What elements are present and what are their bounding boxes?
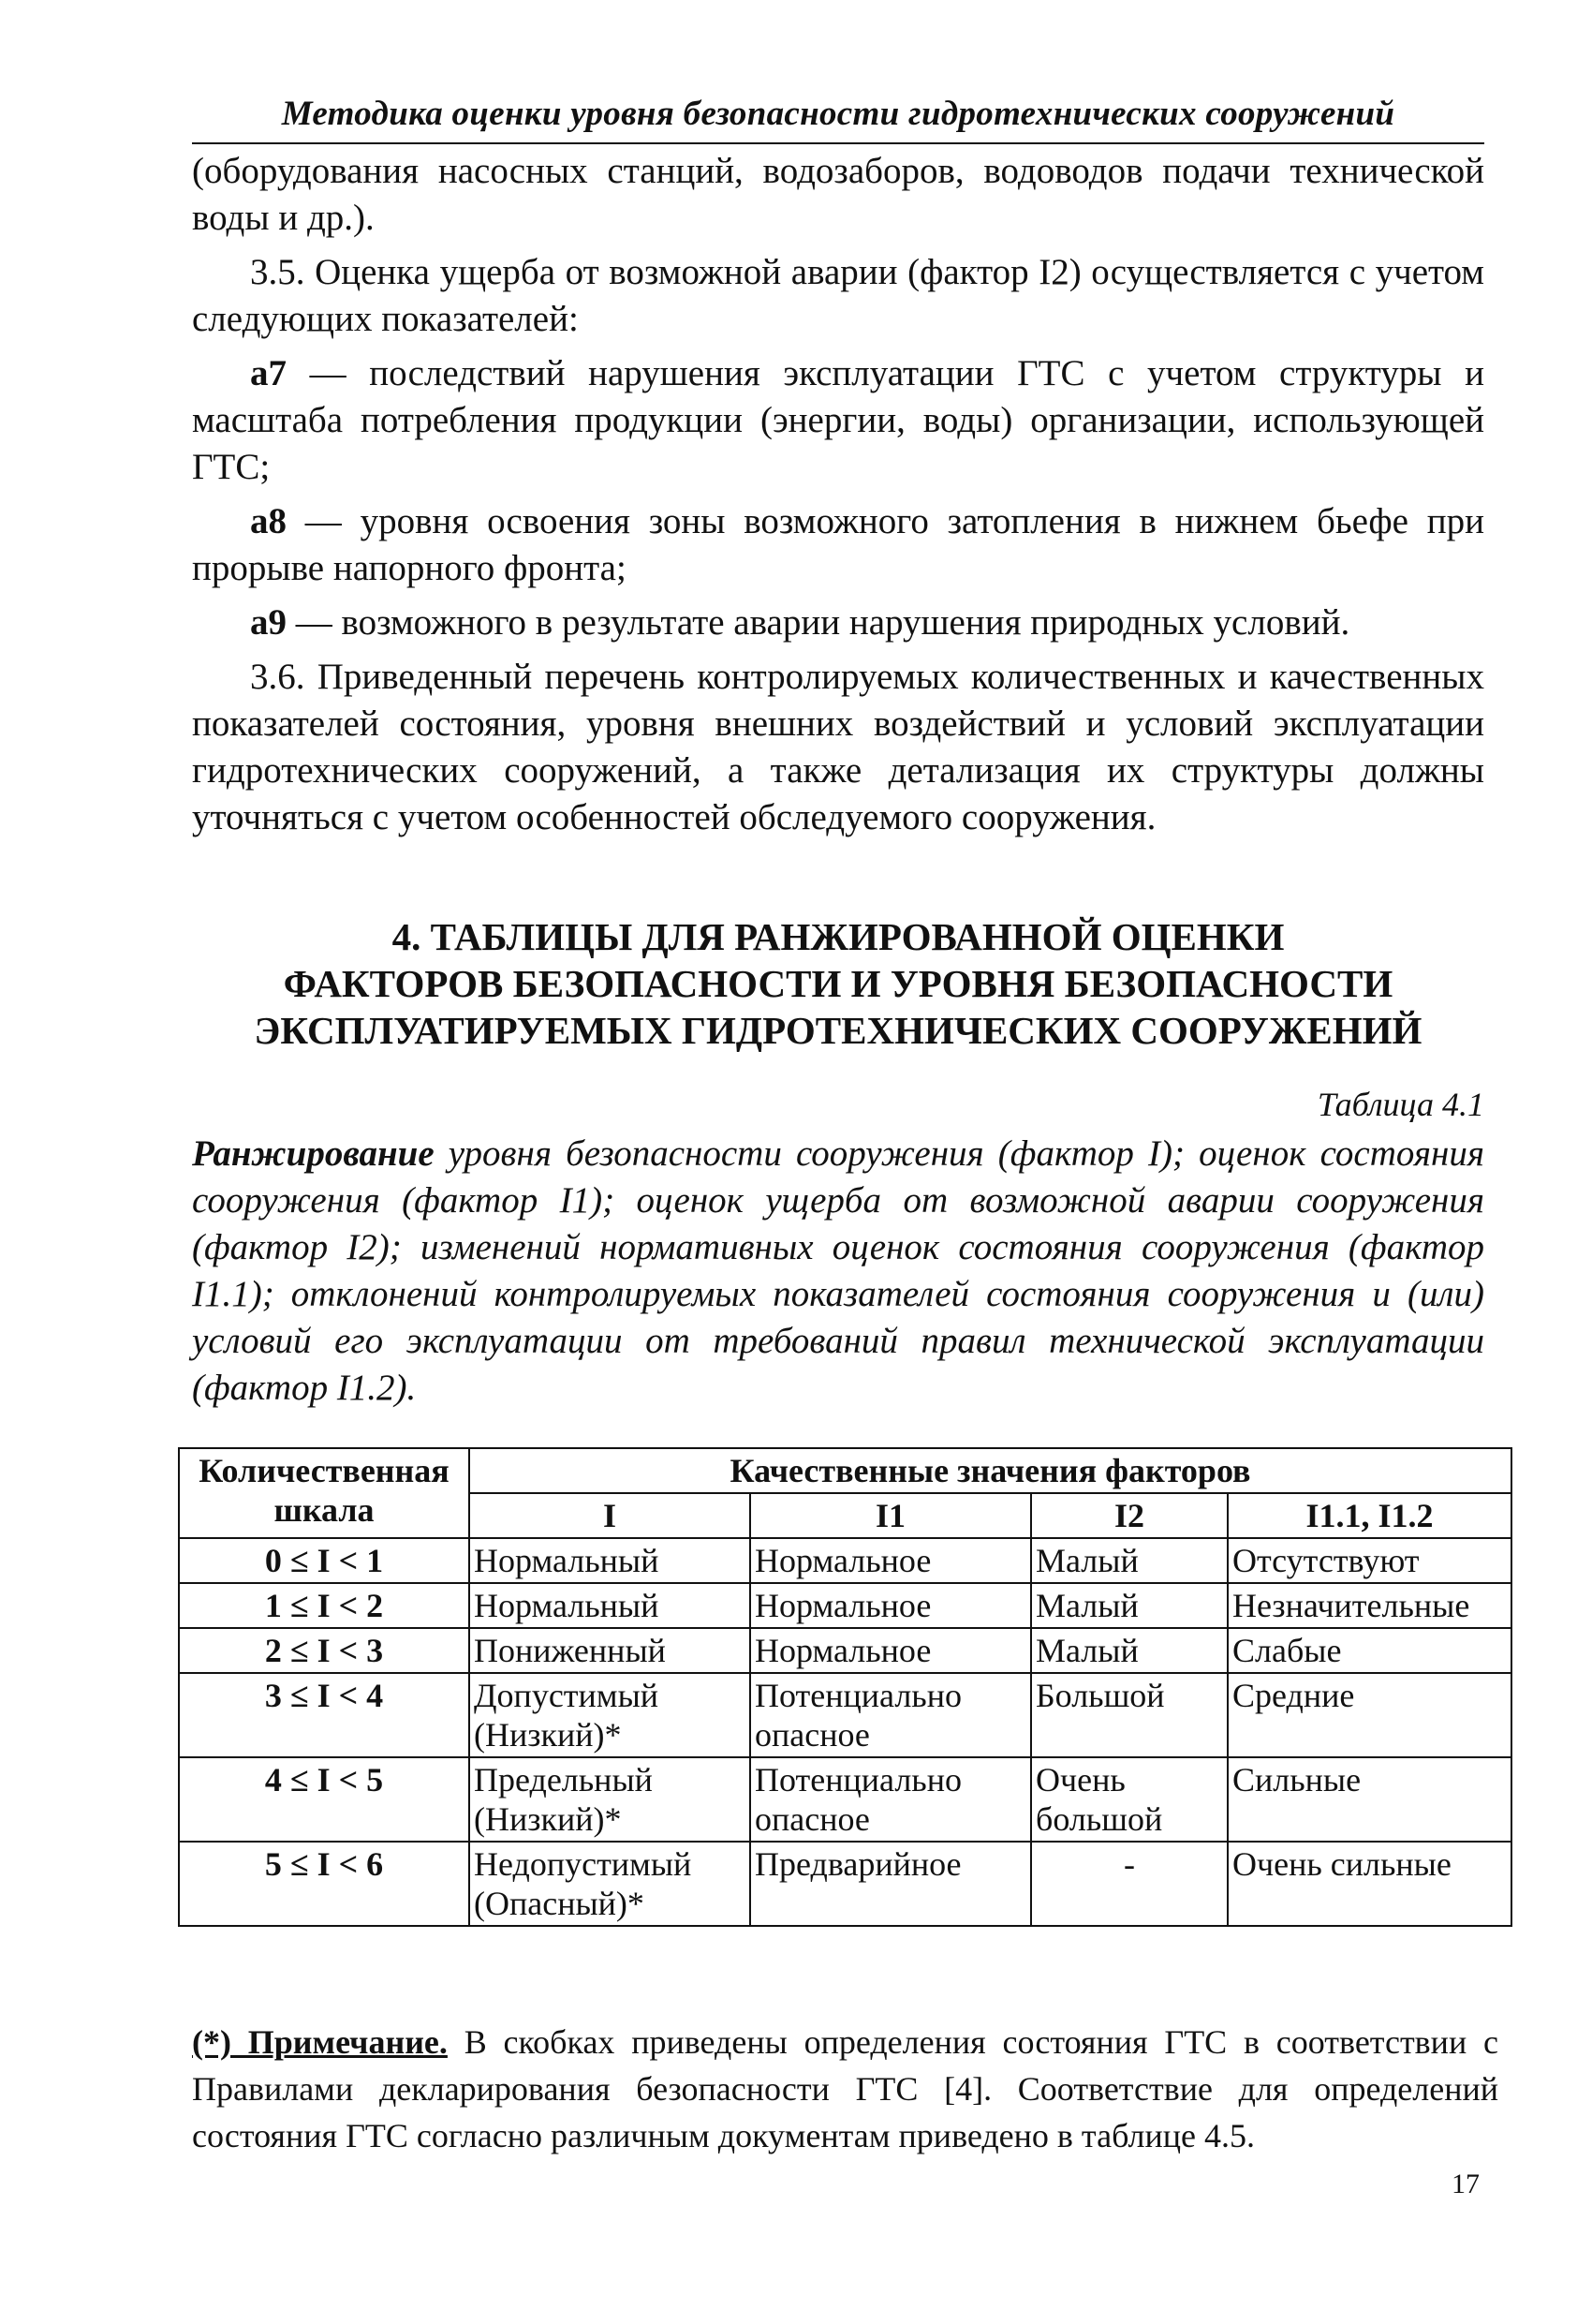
- cell-scale: 4 ≤ I < 5: [179, 1757, 469, 1842]
- footnote-text: В скобках приведены определения состояния ГТС в соответствии с Правилами декларирования безопасности ГТС [4]. Соответствие для определений состояния ГТС согласно различным документам приведено в таблице 4.5.: [192, 2023, 1498, 2154]
- cell-i11: Средние: [1228, 1673, 1511, 1757]
- cell-i2: Малый: [1031, 1583, 1228, 1628]
- paragraph-a9: [192, 600, 1484, 646]
- cell-i11: Незначительные: [1228, 1583, 1511, 1628]
- section-heading: [192, 913, 1484, 1054]
- table-row: [179, 1757, 1511, 1842]
- cell-i11: Очень сильные: [1228, 1842, 1511, 1926]
- section-heading-line-3: ЭКСПЛУАТИРУЕМЫХ ГИДРОТЕХНИЧЕСКИХ СООРУЖЕНИЙ: [254, 1009, 1422, 1052]
- cell-i1: Нормальное: [750, 1538, 1031, 1583]
- cell-i: Недопустимый (Опасный)*: [469, 1842, 750, 1926]
- cell-i: Нормальный: [469, 1583, 750, 1628]
- table-body: [179, 1538, 1511, 1926]
- cell-i2: Малый: [1031, 1628, 1228, 1673]
- running-head-rule: [192, 142, 1484, 144]
- label-a7: a7: [250, 353, 287, 393]
- page-number: 17: [1452, 2169, 1480, 2199]
- header-col-i: I: [469, 1493, 750, 1538]
- cell-i1: Нормальное: [750, 1628, 1031, 1673]
- paragraph-3-5: 3.5. Оценка ущерба от возможной аварии (фактор I2) осуществляется с учетом следующих показателей:: [192, 252, 1484, 339]
- paragraph-continuation: (оборудования насосных станций, водозаборов, водоводов подачи технической воды и др.).: [192, 151, 1484, 238]
- table-header-row: [179, 1448, 1511, 1493]
- ranking-table: [178, 1447, 1512, 1927]
- table-row: [179, 1583, 1511, 1628]
- cell-i1: Нормальное: [750, 1583, 1031, 1628]
- cell-i2: Большой: [1031, 1673, 1228, 1757]
- text-a8: — уровня освоения зоны возможного затопления в нижнем бьефе при прорыве напорного фронта;: [192, 501, 1484, 588]
- text-a9: — возможного в результате аварии нарушения природных условий.: [287, 602, 1350, 643]
- paragraph-a7: [192, 350, 1484, 491]
- header-quality: Качественные значения факторов: [469, 1448, 1511, 1493]
- table-caption-rest: уровня безопасности сооружения (фактор I); оценок состояния сооружения (фактор I1); оценок ущерба от возможной аварии сооружения (фактор I2); изменений нормативных оценок состояния сооружения (фактор I1.1); отклонений контролируемых показателей состояния сооружения и (или) условий его эксплуатации от требований правил технической эксплуатации (фактор I1.2).: [192, 1133, 1484, 1408]
- section-heading-line-1: 4. ТАБЛИЦЫ ДЛЯ РАНЖИРОВАННОЙ ОЦЕНКИ: [391, 915, 1285, 958]
- cell-i2: Очень большой: [1031, 1757, 1228, 1842]
- cell-i2: -: [1031, 1842, 1228, 1926]
- paragraph-3-6: 3.6. Приведенный перечень контролируемых количественных и качественных показателей состояния, уровня внешних воздействий и условий эксплуатации гидротехнических сооружений, а также детализация их структуры должны уточняться с учетом особенностей обследуемого сооружения.: [192, 657, 1484, 837]
- table-caption: [192, 1131, 1484, 1412]
- table-row: [179, 1673, 1511, 1757]
- cell-i: Допустимый (Низкий)*: [469, 1673, 750, 1757]
- cell-scale: 5 ≤ I < 6: [179, 1842, 469, 1926]
- table-row: [179, 1842, 1511, 1926]
- body-text: [192, 148, 1484, 849]
- cell-scale: 3 ≤ I < 4: [179, 1673, 469, 1757]
- cell-i11: Слабые: [1228, 1628, 1511, 1673]
- cell-i: Предельный (Низкий)*: [469, 1757, 750, 1842]
- text-a7: — последствий нарушения эксплуатации ГТС с учетом структуры и масштаба потребления продукции (энергии, воды) организации, использующей ГТС;: [192, 353, 1484, 487]
- cell-i2: Малый: [1031, 1538, 1228, 1583]
- label-a9: a9: [250, 602, 287, 643]
- cell-scale: 0 ≤ I < 1: [179, 1538, 469, 1583]
- header-col-i1: I1: [750, 1493, 1031, 1538]
- cell-i11: Сильные: [1228, 1757, 1511, 1842]
- cell-i11: Отсутствуют: [1228, 1538, 1511, 1583]
- header-col-i2: I2: [1031, 1493, 1228, 1538]
- cell-i: Нормальный: [469, 1538, 750, 1583]
- section-heading-line-2: ФАКТОРОВ БЕЗОПАСНОСТИ И УРОВНЯ БЕЗОПАСНОСТИ: [283, 962, 1393, 1005]
- footnote: [192, 2019, 1498, 2159]
- table-number: Таблица 4.1: [1317, 1086, 1484, 1123]
- cell-scale: 1 ≤ I < 2: [179, 1583, 469, 1628]
- cell-i1: Потенциально опасное: [750, 1673, 1031, 1757]
- paragraph-a8: [192, 498, 1484, 592]
- footnote-label: (*) Примечание.: [192, 2023, 448, 2061]
- cell-i1: Предварийное: [750, 1842, 1031, 1926]
- table-row: [179, 1538, 1511, 1583]
- header-scale: Количественная шкала: [179, 1448, 469, 1538]
- cell-i1: Потенциально опасное: [750, 1757, 1031, 1842]
- label-a8: a8: [250, 501, 287, 541]
- running-head: Методика оценки уровня безопасности гидротехнических сооружений: [281, 95, 1395, 133]
- cell-i: Пониженный: [469, 1628, 750, 1673]
- table-row: [179, 1628, 1511, 1673]
- header-col-i11: I1.1, I1.2: [1228, 1493, 1511, 1538]
- cell-scale: 2 ≤ I < 3: [179, 1628, 469, 1673]
- table-caption-lead: Ранжирование: [192, 1133, 435, 1174]
